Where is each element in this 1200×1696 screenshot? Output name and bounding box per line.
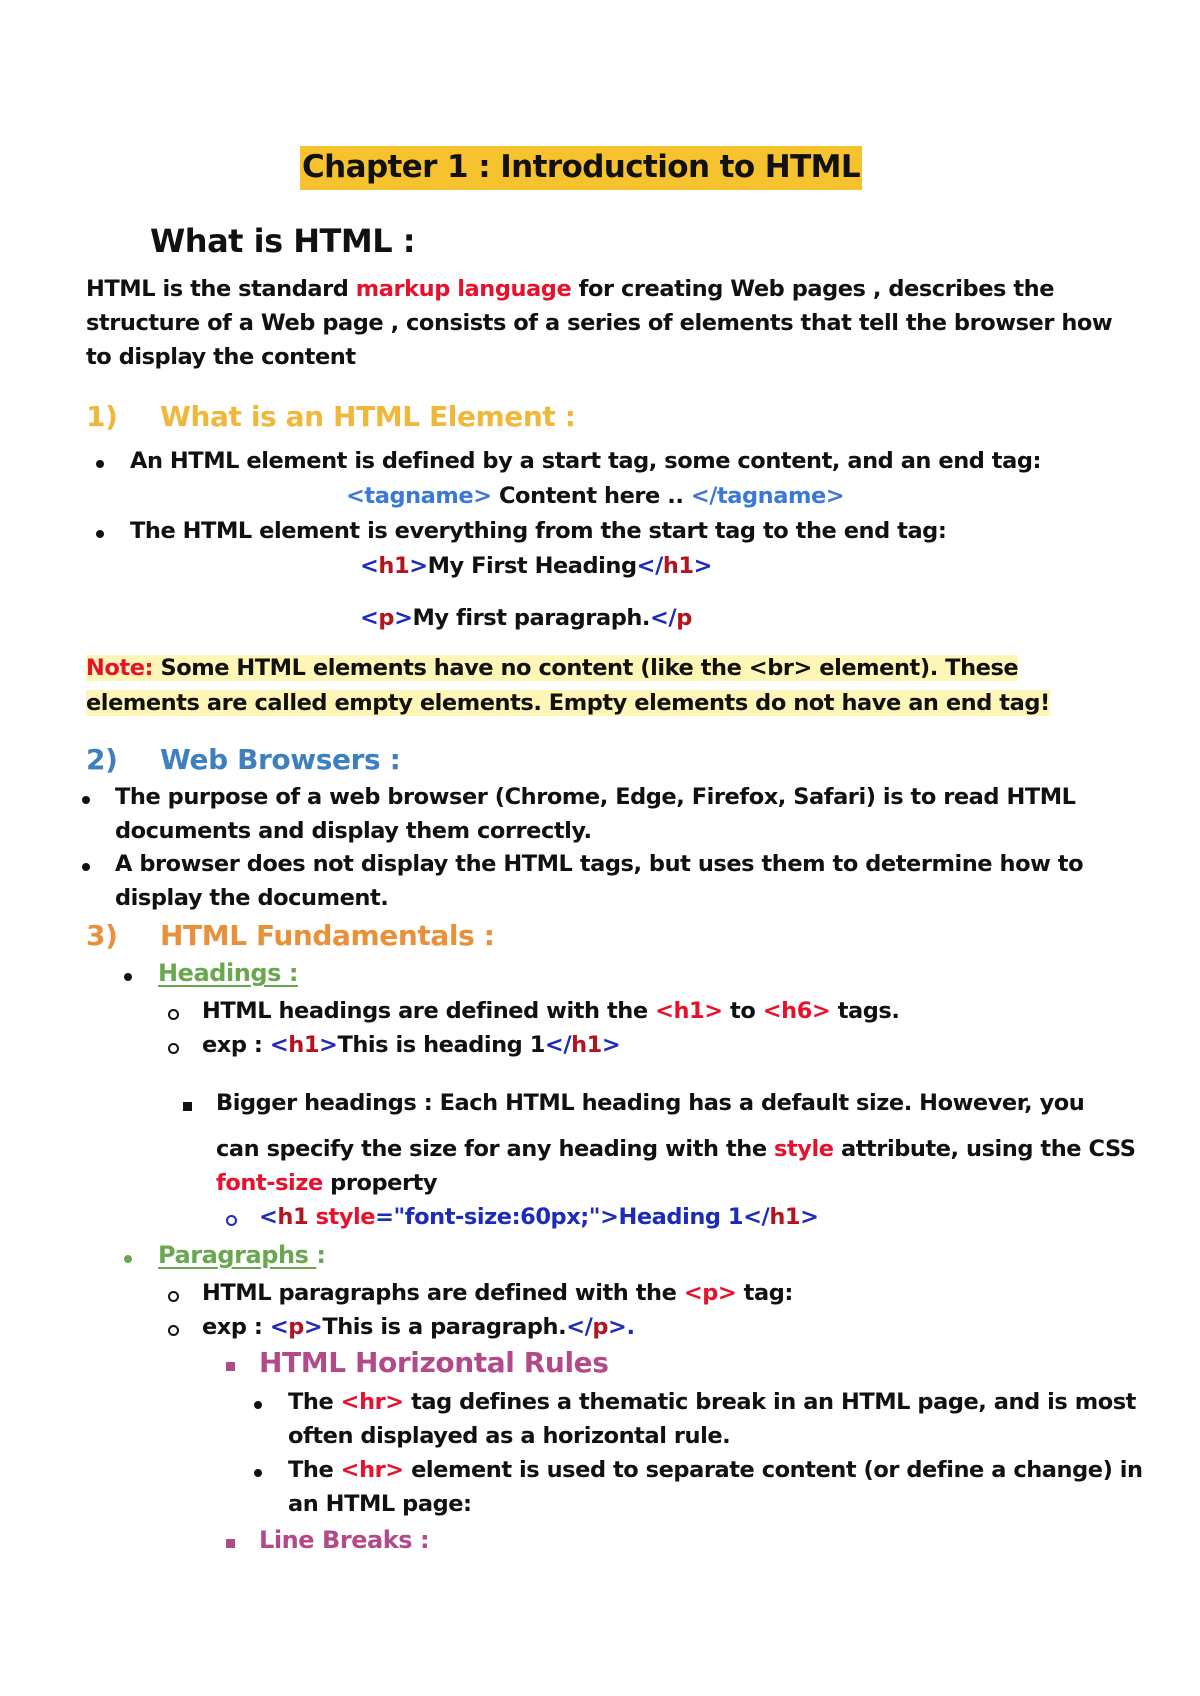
bullet-icon: [96, 530, 104, 538]
bullet-icon: [124, 973, 132, 981]
circle-bullet-icon: [168, 1043, 179, 1054]
section-1-heading: 1) What is an HTML Element :: [86, 400, 576, 433]
intro-line-3: to display the content: [86, 344, 356, 370]
bigger-headings-line-1: Bigger headings : Each HTML heading has a default size. However, you: [216, 1090, 1085, 1116]
browser-bullet-2-line-2: display the document.: [115, 885, 389, 911]
bullet-icon: [82, 863, 90, 871]
tagname-example: <tagname> Content here .. </tagname>: [346, 483, 845, 509]
note-line-2: elements are called empty elements. Empty elements do not have an end tag!: [86, 690, 1050, 716]
p-example: <p>My first paragraph.</p: [360, 605, 692, 631]
markup-language-highlight: markup language: [355, 276, 572, 302]
square-bullet-icon: [226, 1539, 235, 1548]
browser-bullet-1-line-1: The purpose of a web browser (Chrome, Edge, Firefox, Safari) is to read HTML: [115, 784, 1076, 810]
bullet-icon: [124, 1255, 132, 1263]
headings-item-2: exp : <h1>This is heading 1</h1>: [202, 1032, 621, 1058]
square-bullet-icon: [226, 1362, 235, 1371]
bullet-icon: [96, 460, 104, 468]
paragraphs-item-1: HTML paragraphs are defined with the <p> tag:: [202, 1280, 793, 1306]
element-bullet-2: The HTML element is everything from the start tag to the end tag:: [130, 518, 947, 544]
browser-bullet-2-line-1: A browser does not display the HTML tags, but uses them to determine how to: [115, 851, 1084, 877]
intro-line-2: structure of a Web page , consists of a series of elements that tell the browser how: [86, 310, 1113, 336]
page-title: Chapter 1 : Introduction to HTML: [300, 146, 862, 190]
circle-bullet-icon: [226, 1215, 237, 1226]
bigger-headings-line-3: font-size property: [216, 1170, 438, 1196]
paragraphs-item-2: exp : <p>This is a paragraph.</p>.: [202, 1314, 635, 1340]
section-3-heading: 3) HTML Fundamentals :: [86, 919, 495, 952]
hr-bullet-2-line-1: The <hr> element is used to separate content (or define a change) in: [288, 1457, 1143, 1483]
bullet-icon: [82, 796, 90, 804]
hr-bullet-2-line-2: an HTML page:: [288, 1491, 472, 1517]
element-bullet-1: An HTML element is defined by a start tag, some content, and an end tag:: [130, 448, 1042, 474]
bullet-icon: [254, 1401, 262, 1409]
bullet-icon: [254, 1469, 262, 1477]
paragraphs-subheading: Paragraphs :: [158, 1241, 326, 1269]
bigger-headings-line-2: can specify the size for any heading with the style attribute, using the CSS: [216, 1136, 1136, 1162]
what-is-html-heading: What is HTML :: [150, 222, 416, 260]
line-breaks-heading: Line Breaks :: [259, 1526, 430, 1554]
headings-subheading: Headings :: [158, 959, 298, 987]
note-label: Note:: [86, 655, 154, 681]
h1-example: <h1>My First Heading</h1>: [360, 553, 713, 579]
section-2-heading: 2) Web Browsers :: [86, 743, 401, 776]
hr-heading: HTML Horizontal Rules: [259, 1346, 609, 1379]
circle-bullet-icon: [168, 1325, 179, 1336]
hr-bullet-1-line-1: The <hr> tag defines a thematic break in an HTML page, and is most: [288, 1389, 1136, 1415]
headings-item-1: HTML headings are defined with the <h1> to <h6> tags.: [202, 998, 900, 1024]
square-bullet-icon: [183, 1102, 192, 1111]
style-attribute-example: <h1 style="font-size:60px;">Heading 1</h1>: [259, 1204, 819, 1230]
browser-bullet-1-line-2: documents and display them correctly.: [115, 818, 592, 844]
intro-line-1: HTML is the standard markup language for creating Web pages , describes the: [86, 276, 1055, 302]
circle-bullet-icon: [168, 1291, 179, 1302]
hr-bullet-1-line-2: often displayed as a horizontal rule.: [288, 1423, 731, 1449]
circle-bullet-icon: [168, 1009, 179, 1020]
note-line-1: Note: Some HTML elements have no content (like the <br> element). These: [86, 655, 1019, 681]
